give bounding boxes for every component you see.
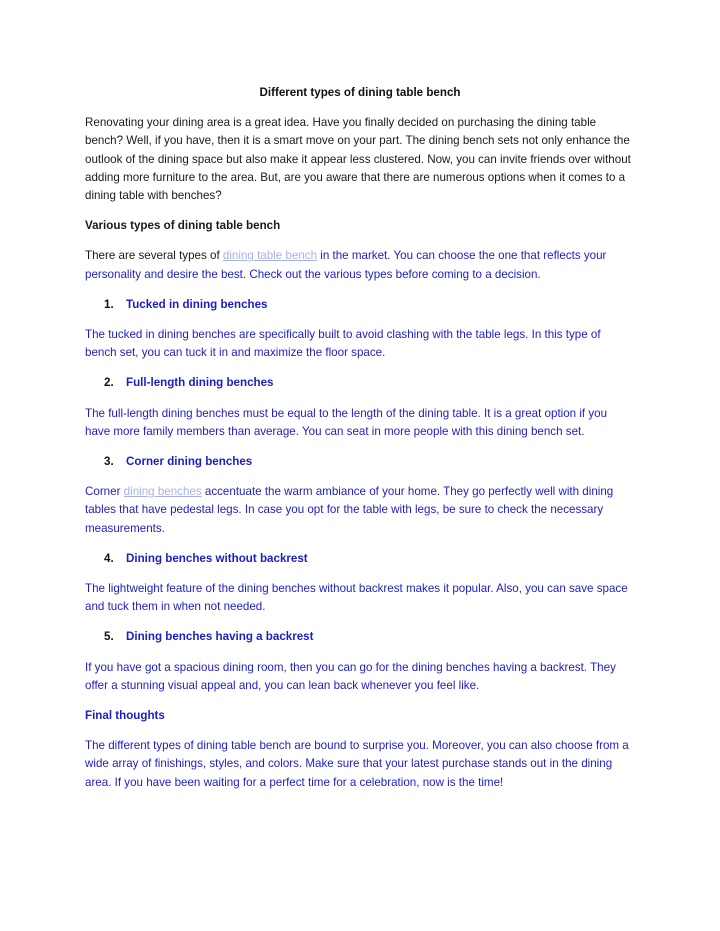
list-heading-text: Dining benches having a backrest (126, 630, 314, 644)
final-paragraph: The different types of dining table bench are bound to surprise you. Moreover, you can also choose from a wide array of finishings, styles, and colors. Make sure that your latest purchase stands out in the dining area. If you have been waiting for a perfect time for a celebration, now is the time! (85, 739, 629, 789)
document-body (85, 84, 635, 804)
dining-benches-link[interactable]: dining benches (123, 485, 202, 499)
list-item-heading (85, 296, 635, 314)
list-item-body (85, 483, 635, 538)
section-heading: Various types of dining table bench (85, 219, 281, 233)
overview-paragraph (85, 247, 635, 283)
list-number: 2. (104, 376, 114, 390)
list-item-heading (85, 550, 635, 568)
list-number: 5. (104, 630, 114, 644)
final-heading: Final thoughts (85, 709, 165, 723)
list-item-body: The tucked in dining benches are specifically built to avoid clashing with the table legs. In this type of bench set, you can tuck it in and maximize the floor space. (85, 328, 601, 360)
list-item-body: The lightweight feature of the dining benches without backrest makes it popular. Also, you can save space and tuck them in when not needed. (85, 582, 628, 614)
list-heading-text: Dining benches without backrest (126, 551, 308, 565)
list-number: 3. (104, 455, 114, 469)
document-title: Different types of dining table bench (259, 86, 461, 99)
list-item-heading (85, 374, 635, 392)
list-body-text-start: Corner (85, 485, 124, 499)
list-heading-text: Corner dining benches (126, 455, 253, 469)
list-number: 1. (104, 297, 114, 311)
dining-table-bench-link[interactable]: dining table bench (222, 249, 318, 263)
list-item-heading (85, 628, 635, 646)
list-number: 4. (104, 551, 114, 565)
list-item-body: The full-length dining benches must be equal to the length of the dining table. It is a great option if you have more family members than average. You can seat in more people with this dining bench set. (85, 406, 608, 438)
intro-paragraph: Renovating your dining area is a great idea. Have you finally decided on purchasing the dining table bench? Well, if you have, then it is a smart move on your part. The dining bench sets not only enhance the outlook of the dining space but also make it appear less clustered. Now, you can invite friends over without adding more furniture to the area. But, are you aware that there are numerous options when it comes to a dining table with benches? (85, 116, 631, 203)
list-heading-text: Full-length dining benches (126, 376, 274, 390)
overview-text-end: in the market. You can choose the one that reflects your personality and desire the best. Check out the various types before coming to a decision. (85, 249, 607, 281)
list-heading-text: Tucked in dining benches (126, 297, 268, 311)
overview-text-start: There are several types of (85, 249, 223, 263)
list-item-heading (85, 453, 635, 471)
list-item-body: If you have got a spacious dining room, then you can go for the dining benches having a backrest. They offer a stunning visual appeal and, you can lean back whenever you feel like. (85, 660, 616, 692)
list-body-text-end: accentuate the warm ambiance of your home. They go perfectly well with dining tables that have pedestal legs. In case you opt for the table with legs, be sure to check the necessary measurements. (85, 485, 614, 535)
